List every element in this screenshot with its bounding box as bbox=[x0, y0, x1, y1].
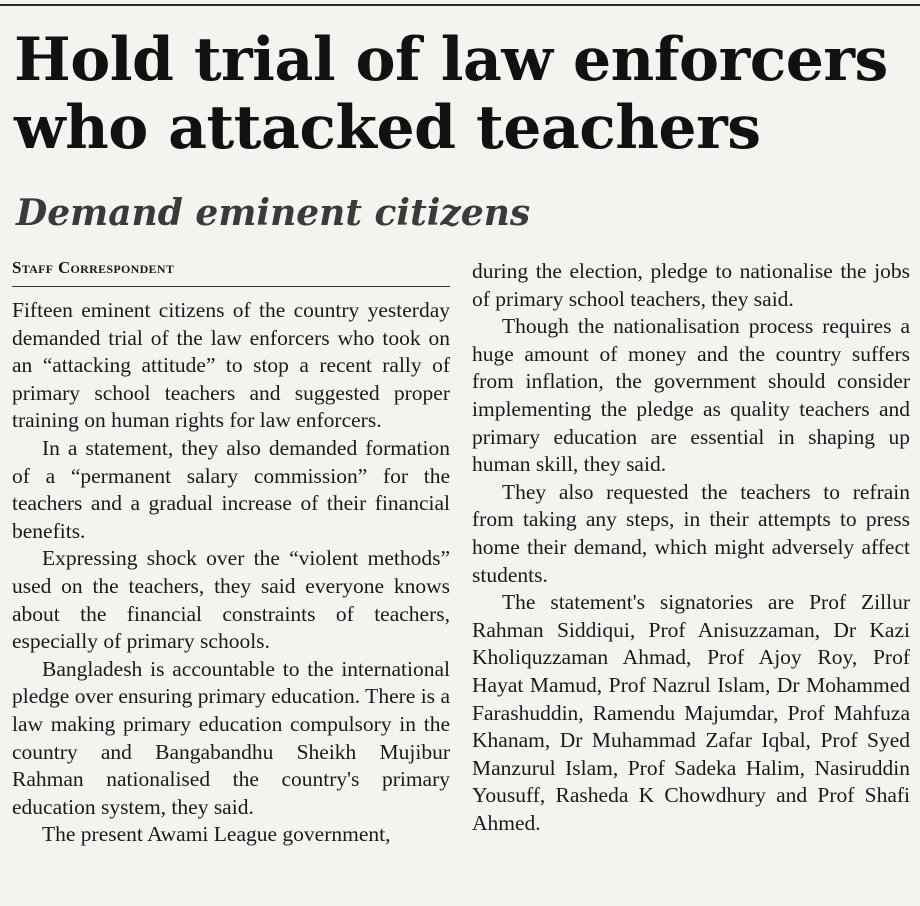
paragraph: during the election, pledge to nationalise the jobs of primary school teachers, they said. bbox=[472, 259, 910, 311]
paragraph: The statement's signatories are Prof Zillur Rahman Siddiqui, Prof Anisuzzaman, Dr Kazi Kholiquzzaman Ahmad, Prof Ajoy Roy, Prof Hayat Mamud, Prof Nazrul Islam, Dr Mohammed Farashuddin, Ramendu Majumdar, Prof Mahfuza Khanam, Dr Muhammad Zafar Iqbal, Prof Syed Manzurul Islam, Prof Sadeka Halim, Nasiruddin Yousuff, Rasheda K Chowdhury and Prof Shafi Ahmed. bbox=[472, 590, 910, 835]
paragraph: Expressing shock over the “violent methods” used on the teachers, they said everyone knows about the financial constraints of teachers, especially of primary schools. bbox=[12, 546, 450, 654]
subheadline: Demand eminent citizens bbox=[16, 192, 531, 234]
headline: Hold trial of law enforcers who attacked teachers bbox=[14, 25, 888, 163]
paragraph: Fifteen eminent citizens of the country yesterday demanded trial of the law enforcers who took on an “attacking attitude” to stop a recent rally of primary school teachers and suggested proper training on human rights for law enforcers. bbox=[12, 298, 450, 433]
left-column bbox=[12, 256, 450, 849]
paragraph: Though the nationalisation process requires a huge amount of money and the country suffers from inflation, the government should consider implementing the pledge as quality teachers and primary education are essential in shaping up human skill, they said. bbox=[472, 314, 910, 477]
right-column bbox=[472, 258, 910, 837]
paragraph: In a statement, they also demanded formation of a “permanent salary commission” for the teachers and a gradual increase of their financial benefits. bbox=[12, 435, 450, 543]
paragraph: Bangladesh is accountable to the international pledge over ensuring primary education. There is a law making primary education compulsory in the country and Bangabandhu Sheikh Mujibur Rahman nationalised the country's primary education system, they said. bbox=[12, 656, 450, 819]
top-rule bbox=[0, 0, 920, 6]
byline: Staff Correspondent bbox=[12, 256, 450, 287]
paragraph: They also requested the teachers to refrain from taking any steps, in their attempts to press home their demand, which might adversely affect students. bbox=[472, 479, 910, 587]
paragraph: The present Awami League government, bbox=[42, 822, 391, 847]
